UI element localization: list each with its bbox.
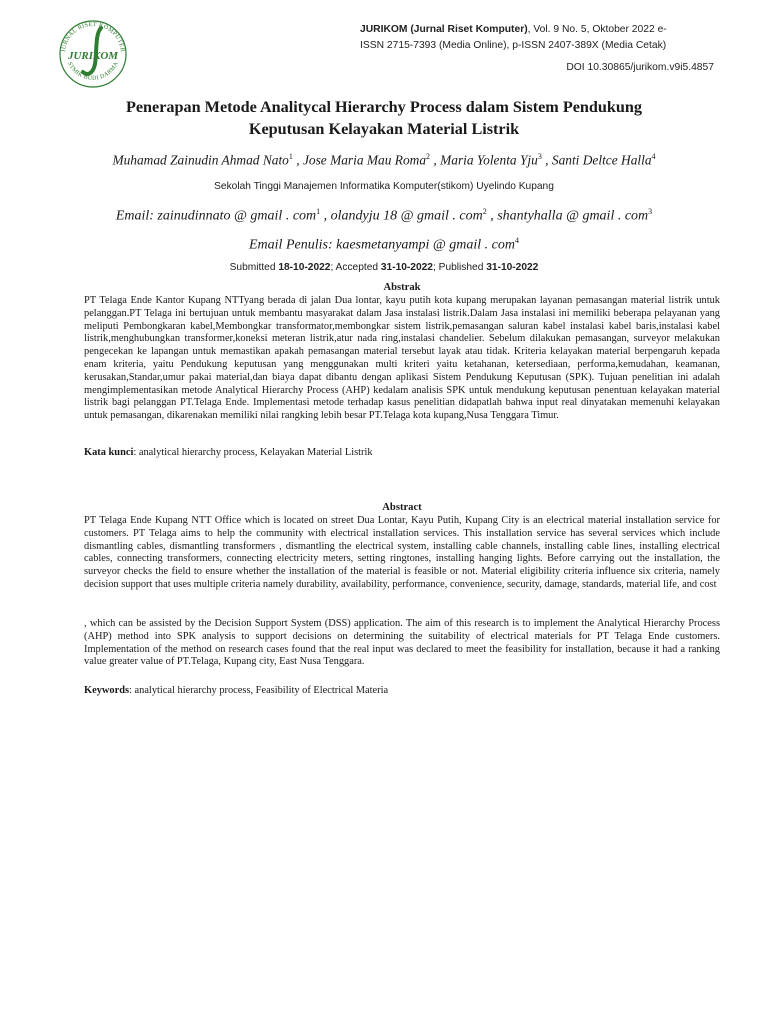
email-3[interactable]: , shantyhalla @ gmail . com	[486, 208, 649, 224]
title-line-2: Keputusan Kelayakan Material Listrik	[248, 120, 520, 138]
accepted-label: ; Accepted	[330, 262, 381, 273]
keywords-text: : analytical hierarchy process, Feasibility of Electrical Materia	[129, 685, 389, 696]
kata-kunci-label: Kata kunci	[84, 447, 134, 458]
email-sup: 4	[515, 236, 519, 245]
email-sup: 2	[482, 207, 487, 216]
author-sup: 1	[288, 152, 293, 161]
abstrak-text: PT Telaga Ende Kantor Kupang NTTyang berada di jalan Dua lontar, kayu putih kota kupang merupakan layanan pemasangan material listrik untuk pelanggan.PT Telaga ini bertujuan untuk membantu masyarakat dalam Jasa instalasi listrik.Dalam Jasa instalasi ini memiliki beberapa pelayanan yang meliputi Pembongkaran kabel,Membongkar transformator,membongkar sistem listrik,pemasangan saluran kabel instalasi kabel baris,instalasi kabel listrik,menghubungkan transformer,koneksi meteran listrik,atur nada ring,instalasi chandelier. Sebelum dilakukan pemasangan, surveyor melakukan pengecekan ke lapangan untuk memastikan apakah pemasangan material tersebut layak atau tidak. Kriteria kelayakan material berpengaruh kepada enam kriteria, yaitu Pendukung keputusan yang menggunakan multi kriteri yaitu ketahanan, ketersediaan, performa,kemudahan, keamanan, kerusakan,Standar,umur pakai material,dan biaya dapat dibantu dengan aplikasi Sistem Pendukung Keputusan (SPK). Tujuan penelitian ini adalah mengimplementasikan metode Analytical Hierarchy Process (AHP) kedalam analisis SPK untuk mendukung keputusan penentuan kelayakan material listrik bagi pelanggan PT.Telaga Ende. Implementasi metode terhadap kasus penelitian didapatlah bahwa input real dinyatakan memenuhi kelayakan untuk pemasangan, dikarenakan memiliki nilai rangking lebih besar PT.Telaga kota kupang,Nusa Tenggara Timur.	[84, 295, 720, 422]
author-name: Muhamad Zainudin Ahmad Nato	[112, 152, 289, 168]
author-name: Santi Deltce Halla	[551, 152, 652, 168]
email-sup: 1	[316, 207, 321, 216]
svg-text:JURIKOM: JURIKOM	[67, 50, 119, 62]
email-list	[60, 207, 708, 225]
title-line-1: Penerapan Metode Analitycal Hierarchy Process dalam Sistem Pendukung	[125, 98, 643, 116]
email-2[interactable]: , olandyju 18 @ gmail . com	[320, 208, 483, 224]
email-1[interactable]: : zainudinnato @ gmail . com	[149, 208, 317, 224]
abstract-text-1: PT Telaga Ende Kupang NTT Office which is located on street Dua Lontar, Kayu Putih, Kupang City is an electrical material installation service for customers. PT Telaga aims to help the community with electrical installation services. This installation service has several services which include dismantling cables, dismantling transformers , dismantling the electrical system, installing cable channels, installing cable lines, installing electrical cables, connecting transformers, connecting electricity meters, setting ringtones, installing hanging lights. Before carrying out the installation, the surveyor checks the field to ensure whether the installation of the material is feasible or not. Material eligibility criteria influence six criteria, namely decision support that uses multiple criteria namely durability, availability, performance, convenience, security, damage, standards, material life, and cost	[84, 515, 720, 590]
email-sup: 3	[648, 207, 653, 216]
submitted-date: 18-10-2022	[278, 262, 331, 273]
author-sup: 3	[537, 152, 542, 161]
abstract-heading: Abstract	[382, 502, 422, 513]
submitted-label: Submitted	[229, 262, 279, 273]
paper-title	[70, 96, 698, 140]
doi-link[interactable]: DOI 10.30865/jurikom.v9i5.4857	[566, 62, 714, 73]
keywords-label: Keywords	[84, 685, 130, 696]
accepted-date: 31-10-2022	[380, 262, 433, 273]
jurikom-logo-icon	[55, 14, 131, 90]
kata-kunci	[84, 446, 720, 459]
author-email-address[interactable]: : kaesmetanyampi @ gmail . com	[327, 237, 515, 253]
abstract-text-2: , which can be assisted by the Decision Support System (DSS) application. The aim of this research is to implement the Analytical Hierarchy Process (AHP) method into SPK analysis to support decisions on determining the suitability of electrical materials for PT Telaga Ende customers. Implementation of the method on research cases found that the real input was declared to meet the feasibility for installation, because it had a ranking value greater value of PT.Telaga, Kupang city, East Nusa Tenggara.	[84, 618, 720, 668]
author-list: Muhamad Zainudin Ahmad Nato$^1$ , Jose Maria Mau Roma$^2$ , Maria Yolenta Yju$^3$ , Santi Deltce Halla$^4$	[112, 152, 656, 168]
published-label: ; Published	[432, 262, 487, 273]
author-email-label: Email Penulis	[249, 237, 328, 253]
author-name: Maria Yolenta Yju	[440, 152, 538, 168]
affiliation: Sekolah Tinggi Manajemen Informatika Komputer(stikom) Uyelindo Kupang	[214, 181, 554, 192]
author-email	[60, 236, 708, 254]
abstrak-heading: Abstrak	[383, 282, 421, 293]
author-sup: 2	[426, 152, 431, 161]
journal-issn: ISSN 2715-7393 (Media Online), p-ISSN 2407-389X (Media Cetak)	[360, 40, 667, 51]
author-name: Jose Maria Mau Roma	[302, 152, 427, 168]
author-sup: 4	[651, 152, 656, 161]
journal-info	[360, 22, 720, 54]
keywords	[84, 684, 720, 697]
published-date: 31-10-2022	[486, 262, 539, 273]
svg-text:JURNAL RISET KOMPUTER: JURNAL RISET KOMPUTER	[60, 20, 126, 53]
publication-dates	[60, 262, 708, 273]
kata-kunci-text: : analytical hierarchy process, Kelayakan Material Listrik	[133, 447, 373, 458]
journal-name: JURIKOM (Jurnal Riset Komputer)	[360, 24, 528, 35]
email-label: Email	[115, 208, 150, 224]
svg-text:STMIK BUDI DARMA: STMIK BUDI DARMA	[66, 61, 120, 82]
journal-volume: , Vol. 9 No. 5, Oktober 2022 e-	[527, 24, 667, 35]
